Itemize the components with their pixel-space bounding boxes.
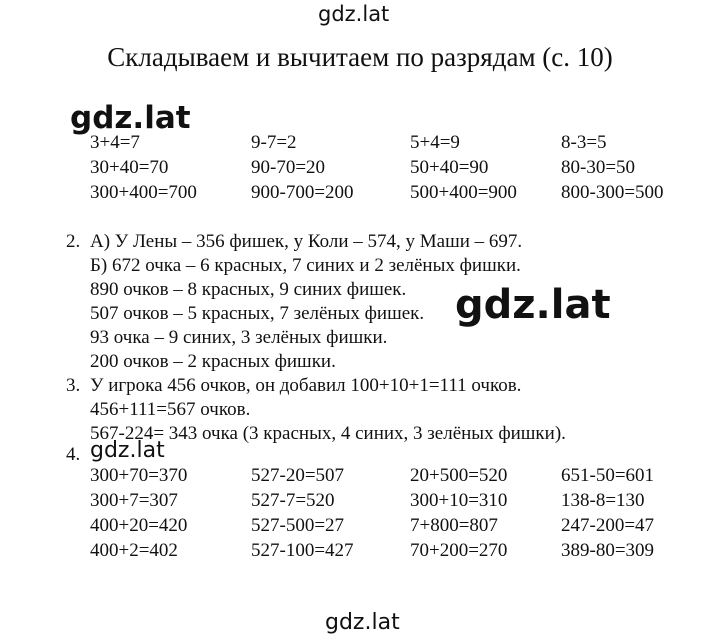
task2-line: А) У Лены – 356 фишек, у Коли – 574, у Маши – 697. — [90, 231, 523, 252]
task4-cell: 20+500=520 — [410, 465, 508, 486]
task2-line: 890 очков – 8 красных, 9 синих фишек. — [90, 279, 407, 300]
watermark-left: gdz.lat — [70, 100, 191, 136]
task2-line: 507 очков – 5 красных, 7 зелёных фишек. — [90, 303, 425, 324]
task1-cell: 5+4=9 — [410, 132, 460, 153]
task3-line: 456+111=567 очков. — [90, 399, 251, 420]
task2-line: 93 очка – 9 синих, 3 зелёных фишки. — [90, 327, 388, 348]
task3-line: 567-224= 343 очка (3 красных, 4 синих, 3 зелёных фишки). — [90, 423, 566, 444]
task4-cell: 400+20=420 — [90, 515, 188, 536]
watermark-top: gdz.lat — [318, 2, 390, 26]
page-title: Складываем и вычитаем по разрядам (с. 10) — [107, 42, 613, 72]
task2-line: Б) 672 очка – 6 красных, 7 синих и 2 зелёных фишки. — [90, 255, 521, 276]
task4-cell: 70+200=270 — [410, 540, 508, 561]
task1-cell: 300+400=700 — [90, 182, 197, 203]
task4-cell: 247-200=47 — [561, 515, 655, 536]
task4-number: 4. — [66, 444, 81, 465]
task1-cell: 3+4=7 — [90, 132, 140, 153]
task4-cell: 400+2=402 — [90, 540, 178, 561]
task4-cell: 651-50=601 — [561, 465, 655, 486]
task4-cell: 300+70=370 — [90, 465, 188, 486]
task1-cell: 80-30=50 — [561, 157, 636, 178]
task1-cell: 30+40=70 — [90, 157, 169, 178]
task1-cell: 8-3=5 — [561, 132, 607, 153]
task3-number: 3. — [66, 375, 81, 396]
watermark-bottom: gdz.lat — [325, 610, 400, 635]
task1-cell: 500+400=900 — [410, 182, 517, 203]
task1-cell: 9-7=2 — [251, 132, 297, 153]
task1-cell: 50+40=90 — [410, 157, 489, 178]
task4-cell: 300+7=307 — [90, 490, 178, 511]
task4-cell: 138-8=130 — [561, 490, 645, 511]
task4-cell: 7+800=807 — [410, 515, 498, 536]
task3-line: У игрока 456 очков, он добавил 100+10+1=111 очков. — [90, 375, 522, 396]
task4-cell: 300+10=310 — [410, 490, 508, 511]
watermark-middle: gdz.lat — [455, 282, 611, 328]
task4-cell: 527-20=507 — [251, 465, 345, 486]
task2-line: 200 очков – 2 красных фишки. — [90, 351, 336, 372]
task4-cell: 527-7=520 — [251, 490, 335, 511]
task1-cell: 90-70=20 — [251, 157, 326, 178]
task4-cell: 527-100=427 — [251, 540, 354, 561]
task1-cell: 900-700=200 — [251, 182, 354, 203]
watermark-section4: gdz.lat — [90, 438, 165, 463]
task2-number: 2. — [66, 231, 81, 252]
task1-cell: 800-300=500 — [561, 182, 664, 203]
task4-cell: 389-80=309 — [561, 540, 655, 561]
task4-cell: 527-500=27 — [251, 515, 345, 536]
